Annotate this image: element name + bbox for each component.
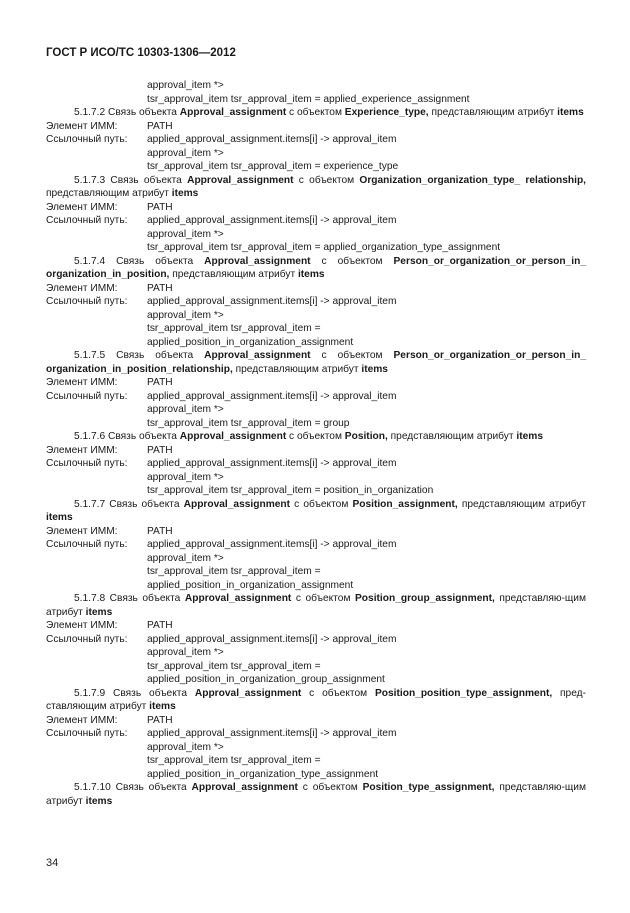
mapping-label: Элемент ИММ: [46, 120, 118, 132]
section-heading [46, 498, 586, 525]
heading-text: представляю-щим атрибут [46, 782, 586, 807]
heading-text: представляющим атрибут [232, 363, 362, 375]
mapping-label: Ссылочный путь: [46, 458, 128, 469]
code-line: tsr_approval_item tsr_approval_item = [147, 660, 321, 672]
heading-text: 5.1.7.4 Связь объекта [74, 255, 205, 267]
entity-name: items [149, 701, 176, 712]
heading-text: 5.1.7.6 Связь объекта [74, 431, 180, 442]
heading-text: с объектом [310, 350, 394, 361]
code-line: approval_item *> [147, 147, 224, 159]
mapping-value: PATH [147, 444, 173, 456]
mapping-label: Элемент ИММ: [46, 525, 118, 537]
heading-text: 5.1.7.5 Связь объекта [74, 350, 205, 361]
section-heading [46, 349, 586, 376]
section-heading [46, 106, 586, 120]
code-line: tsr_approval_item tsr_approval_item = [147, 755, 321, 766]
heading-text: с объектом [301, 687, 375, 699]
heading-text: с объектом [293, 174, 360, 186]
heading-text: 5.1.7.7 Связь объекта [74, 498, 184, 510]
mapping-row [46, 619, 586, 633]
section-heading [46, 255, 586, 282]
heading-text: с объектом [291, 593, 356, 604]
entity-name: items [516, 431, 543, 442]
entity-name: Organization_organization_type_ relationship, [359, 174, 586, 186]
heading-text: представляющим атрибут [169, 269, 298, 280]
code-line: tsr_approval_item tsr_approval_item = experience_type [147, 161, 399, 172]
mapping-value: PATH [147, 282, 173, 294]
mapping-row [46, 727, 586, 741]
entity-name: items [361, 363, 388, 375]
entity-name: Approval_assignment [183, 498, 291, 510]
entity-name: Person_or_organization_or_person_in_ organization_in_position, [46, 255, 586, 280]
mapping-row [46, 295, 586, 309]
mapping-value: PATH [147, 377, 173, 388]
heading-text: с объектом [290, 498, 353, 510]
entity-name: items [46, 512, 73, 523]
heading-text: 5.1.7.8 Связь объекта [74, 593, 185, 604]
mapping-label: Элемент ИММ: [46, 620, 118, 631]
section-heading [46, 781, 586, 808]
code-line: approval_item *> [147, 309, 224, 321]
mapping-label: Ссылочный путь: [46, 539, 128, 550]
code-line: approval_item *> [147, 228, 224, 240]
entity-name: Position_assignment, [352, 498, 458, 510]
mapping-row [46, 282, 586, 296]
code-line: applied_position_in_organization_group_assignment [147, 674, 385, 685]
document-body [46, 79, 586, 808]
mapping-value: applied_approval_assignment.items[i] -> approval_item [147, 296, 397, 307]
mapping-row [46, 133, 586, 147]
entity-name: Person_or_organization_or_person_in_ organization_in_position_relationship, [46, 350, 586, 375]
heading-text: представляю-щим атрибут [46, 593, 587, 618]
code-line: approval_item *> [147, 80, 224, 91]
mapping-label: Элемент ИММ: [46, 201, 118, 213]
mapping-label: Ссылочный путь: [46, 215, 128, 226]
mapping-value: applied_approval_assignment.items[i] -> approval_item [147, 458, 397, 469]
entity-name: Position, [344, 431, 388, 442]
mapping-label: Ссылочный путь: [46, 134, 128, 145]
entity-name: Approval_assignment [184, 593, 292, 604]
code-line: approval_item *> [147, 471, 224, 483]
heading-text: 5.1.7.9 Связь объекта [74, 687, 195, 699]
code-line: approval_item *> [147, 647, 224, 658]
mapping-value: applied_approval_assignment.items[i] -> approval_item [147, 390, 397, 402]
code-line: applied_position_in_organization_assignment [147, 579, 354, 591]
mapping-label: Ссылочный путь: [46, 390, 128, 402]
entity-name: Experience_type, [344, 107, 429, 118]
mapping-value: applied_approval_assignment.items[i] -> approval_item [147, 728, 397, 739]
mapping-label: Элемент ИММ: [46, 282, 118, 294]
entity-name: Approval_assignment [204, 350, 311, 361]
mapping-value: applied_approval_assignment.items[i] -> approval_item [147, 633, 397, 645]
heading-text: с объектом [286, 431, 345, 442]
entity-name: items [297, 269, 325, 280]
mapping-value: applied_approval_assignment.items[i] -> approval_item [147, 134, 397, 145]
mapping-value: PATH [147, 201, 173, 213]
heading-text: с объектом [297, 782, 363, 793]
code-line: tsr_approval_item tsr_approval_item = [147, 566, 321, 577]
entity-name: Position_position_type_assignment, [374, 687, 553, 699]
heading-text: с объектом [310, 255, 394, 267]
heading-text: представляющим атрибут [387, 431, 517, 442]
entity-name: Position_type_assignment, [362, 782, 495, 793]
heading-text: представляющим атрибут [457, 498, 587, 510]
mapping-label: Элемент ИММ: [46, 444, 118, 456]
heading-text: 5.1.7.2 Связь объекта [74, 107, 180, 118]
entity-name: items [85, 795, 113, 807]
entity-name: items [85, 606, 113, 618]
entity-name: items [171, 188, 199, 199]
entity-name: items [557, 107, 584, 118]
section-heading [46, 174, 586, 201]
code-line: tsr_approval_item tsr_approval_item = group [147, 417, 350, 429]
heading-text: 5.1.7.3 Связь объекта [74, 174, 188, 186]
mapping-row [46, 376, 586, 390]
mapping-row [46, 201, 586, 215]
code-line: tsr_approval_item tsr_approval_item = applied_experience_assignment [147, 93, 470, 105]
mapping-label: Ссылочный путь: [46, 633, 128, 645]
mapping-row [46, 538, 586, 552]
section-heading [46, 430, 586, 444]
mapping-row [46, 714, 586, 728]
mapping-row [46, 444, 586, 458]
code-line: tsr_approval_item tsr_approval_item = applied_organization_type_assignment [147, 242, 501, 253]
section-heading [46, 687, 586, 714]
document-header: ГОСТ Р ИСО/ТС 10303-1306—2012 [46, 47, 236, 59]
code-line: tsr_approval_item tsr_approval_item = position_in_organization [147, 485, 434, 496]
entity-name: Approval_assignment [179, 107, 287, 118]
entity-name: Approval_assignment [187, 174, 294, 186]
code-line: applied_position_in_organization_type_assignment [147, 768, 379, 780]
code-line: approval_item *> [147, 552, 224, 564]
heading-text: представляющим атрибут [46, 188, 172, 199]
code-line: tsr_approval_item tsr_approval_item = [147, 323, 321, 334]
mapping-row [46, 633, 586, 647]
heading-text: представляющим атрибут [428, 107, 558, 118]
entity-name: Approval_assignment [204, 255, 311, 267]
mapping-value: PATH [147, 714, 173, 726]
heading-text: пред-ставляющим атрибут [46, 687, 586, 712]
mapping-value: applied_approval_assignment.items[i] -> approval_item [147, 215, 397, 226]
mapping-row [46, 120, 586, 134]
code-line: approval_item *> [147, 404, 224, 415]
heading-text: 5.1.7.10 Связь объекта [74, 782, 192, 793]
mapping-row [46, 457, 586, 471]
mapping-label: Ссылочный путь: [46, 296, 128, 307]
entity-name: Approval_assignment [179, 431, 287, 442]
mapping-value: PATH [147, 525, 173, 537]
page-number: 34 [46, 857, 59, 869]
section-heading [46, 592, 586, 619]
mapping-value: PATH [147, 620, 173, 631]
entity-name: Approval_assignment [191, 782, 298, 793]
mapping-value: applied_approval_assignment.items[i] -> approval_item [147, 539, 397, 550]
mapping-label: Элемент ИММ: [46, 377, 118, 388]
entity-name: Position_group_assignment, [355, 593, 495, 604]
mapping-row [46, 525, 586, 539]
mapping-row [46, 390, 586, 404]
code-line: approval_item *> [147, 741, 224, 753]
mapping-row [46, 214, 586, 228]
mapping-value: PATH [147, 120, 173, 132]
heading-text: с объектом [286, 107, 345, 118]
entity-name: Approval_assignment [194, 687, 302, 699]
mapping-label: Элемент ИММ: [46, 714, 118, 726]
code-line: applied_position_in_organization_assignment [147, 336, 354, 348]
mapping-label: Ссылочный путь: [46, 728, 128, 739]
